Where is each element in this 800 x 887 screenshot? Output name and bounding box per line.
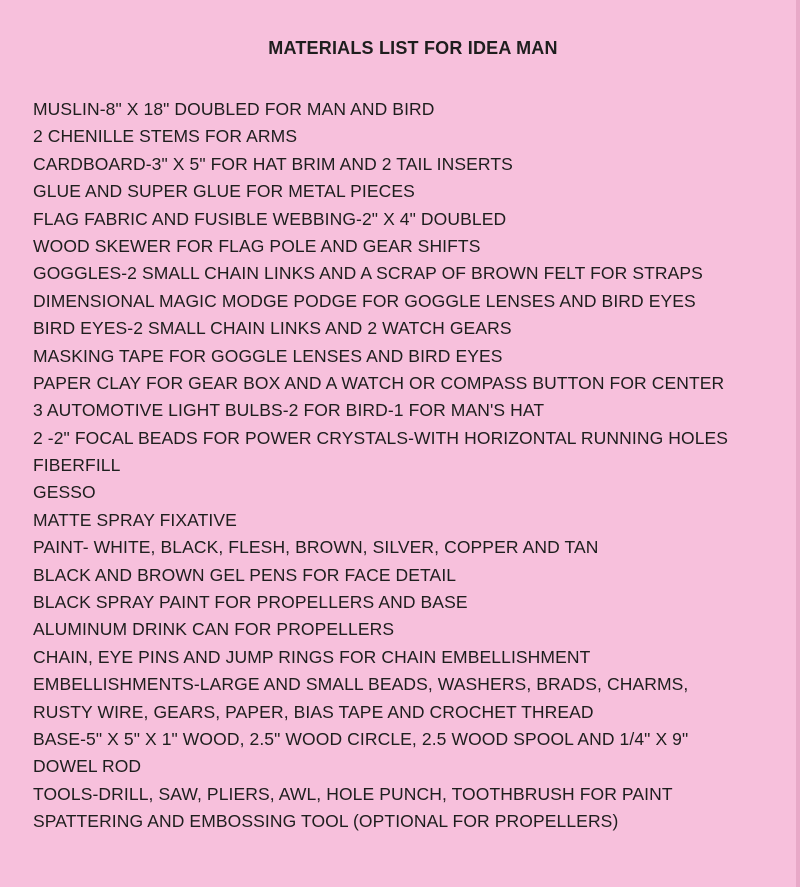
list-item: MUSLIN-8" X 18" DOUBLED FOR MAN AND BIRD <box>33 99 435 119</box>
list-item: MASKING TAPE FOR GOGGLE LENSES AND BIRD EYES <box>33 345 503 366</box>
list-item: 2 CHENILLE STEMS FOR ARMS <box>33 126 298 147</box>
list-item: GESSO <box>33 482 96 503</box>
materials-list <box>33 96 793 836</box>
list-item: 2 -2" FOCAL BEADS FOR POWER CRYSTALS-WITH HORIZONTAL RUNNING HOLES <box>33 427 729 448</box>
list-item: MATTE SPRAY FIXATIVE <box>33 509 237 530</box>
list-item: DOWEL ROD <box>33 756 142 777</box>
list-item: BIRD EYES-2 SMALL CHAIN LINKS AND 2 WATCH GEARS <box>33 318 512 339</box>
list-item: ALUMINUM DRINK CAN FOR PROPELLERS <box>33 619 395 640</box>
list-item: BLACK SPRAY PAINT FOR PROPELLERS AND BASE <box>33 592 468 613</box>
list-item: FIBERFILL <box>33 455 121 476</box>
list-item: BASE-5" X 5" X 1" WOOD, 2.5" WOOD CIRCLE, 2.5 WOOD SPOOL AND 1/4" X 9" <box>33 728 689 749</box>
list-item: CARDBOARD-3" X 5" FOR HAT BRIM AND 2 TAIL INSERTS <box>33 153 513 174</box>
list-item: DIMENSIONAL MAGIC MODGE PODGE FOR GOGGLE LENSES AND BIRD EYES <box>33 290 696 311</box>
list-item: GLUE AND SUPER GLUE FOR METAL PIECES <box>33 181 415 202</box>
page-edge <box>796 0 800 887</box>
list-item: PAPER CLAY FOR GEAR BOX AND A WATCH OR COMPASS BUTTON FOR CENTER <box>33 372 725 393</box>
list-item: SPATTERING AND EMBOSSING TOOL (OPTIONAL FOR PROPELLERS) <box>33 811 619 832</box>
list-item: BLACK AND BROWN GEL PENS FOR FACE DETAIL <box>33 564 457 585</box>
list-item: CHAIN, EYE PINS AND JUMP RINGS FOR CHAIN EMBELLISHMENT <box>33 646 591 667</box>
list-item: 3 AUTOMOTIVE LIGHT BULBS-2 FOR BIRD-1 FOR MAN'S HAT <box>33 400 545 421</box>
list-item: FLAG FABRIC AND FUSIBLE WEBBING-2" X 4" DOUBLED <box>33 208 507 229</box>
list-item: WOOD SKEWER FOR FLAG POLE AND GEAR SHIFTS <box>33 235 481 256</box>
list-item: EMBELLISHMENTS-LARGE AND SMALL BEADS, WASHERS, BRADS, CHARMS, <box>33 674 689 695</box>
list-item: GOGGLES-2 SMALL CHAIN LINKS AND A SCRAP OF BROWN FELT FOR STRAPS <box>33 263 703 284</box>
list-item: TOOLS-DRILL, SAW, PLIERS, AWL, HOLE PUNCH, TOOTHBRUSH FOR PAINT <box>33 783 673 804</box>
document-title: MATERIALS LIST FOR IDEA MAN <box>268 38 558 58</box>
list-item: RUSTY WIRE, GEARS, PAPER, BIAS TAPE AND CROCHET THREAD <box>33 701 594 722</box>
list-item: PAINT- WHITE, BLACK, FLESH, BROWN, SILVER, COPPER AND TAN <box>33 537 599 558</box>
